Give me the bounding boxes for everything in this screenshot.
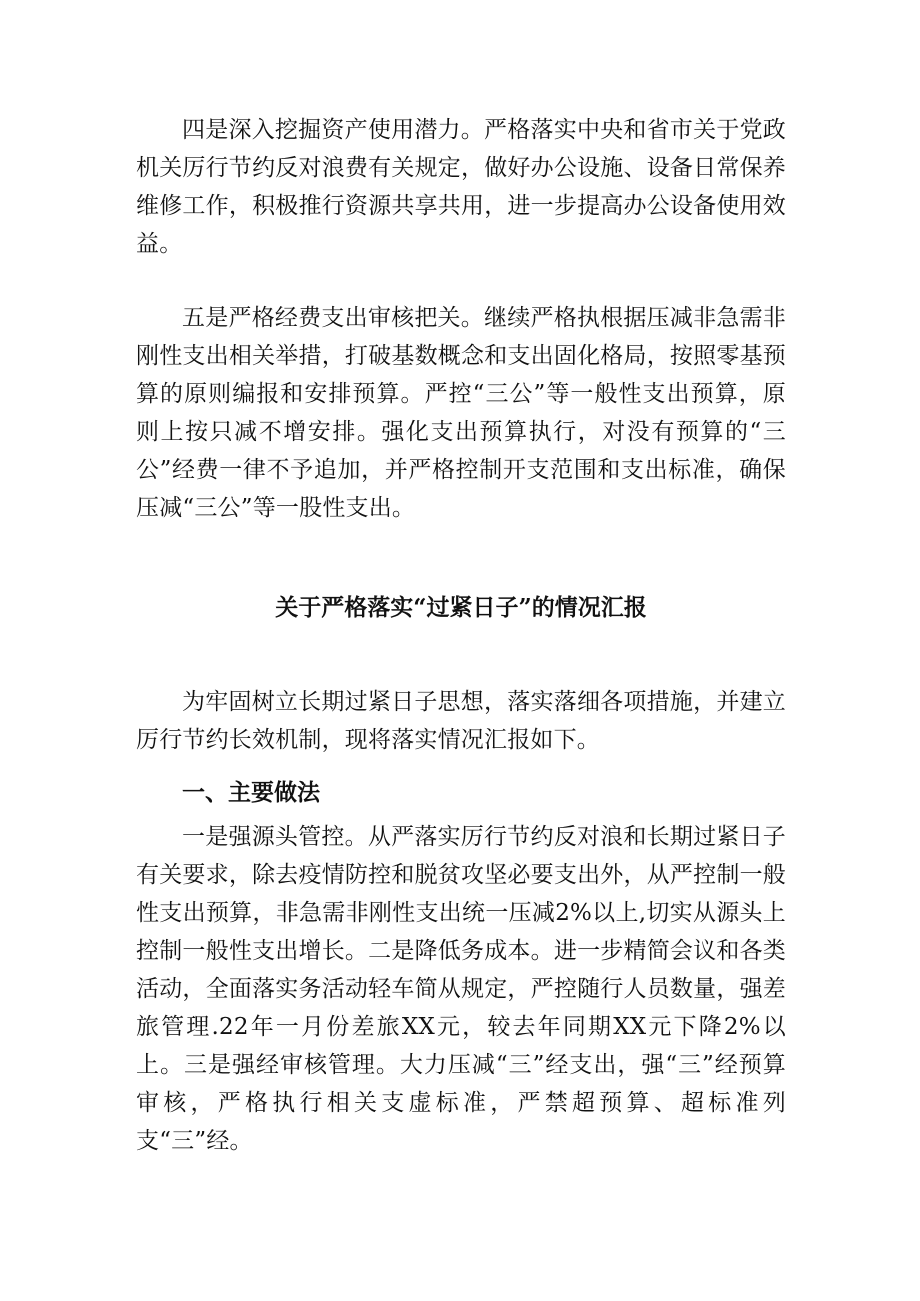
- paragraph-main-measures: 一是强源头管控。从严落实厉行节约反对浪和长期过紧日子有关要求，除去疫情防控和脱贫攻坚必要支出外，从严控制一般性支出预算，非急需非刚性支出统一压减2%以上,切实从源头上控制一般性支出增长。二是降低务成本。进一步精简会议和各类活动，全面落实务活动轻车简从规定，严控随行人员数量，强差旅管理.22年一月份差旅XX元，较去年同期XX元下降2%以上。三是强经审核管理。大力压减“三”经支出，强“三”经预算审核，严格执行相关支虚标准，严禁超预算、超标准列支“三”经。: [136, 824, 786, 1154]
- section-heading: 一、主要做法: [182, 779, 320, 806]
- report-title: 关于严格落实“过紧日子”的情况汇报: [275, 594, 647, 621]
- paragraph-expense-review: 五是严格经费支出审核把关。继续严格执根据压减非急需非刚性支出相关举措，打破基数概念和支出固化格局，按照零基预算的原则编报和安排预算。严控“三公”等一般性支出预算，原则上按只减不增安排。强化支出预算执行，对没有预算的“三公”经费一律不予追加，并严格控制开支范围和支出标准，确保压减“三公”等一股性支出。: [136, 305, 786, 521]
- paragraph-intro: 为牢固树立长期过紧日子思想，落实落细各项措施，并建立厉行节约长效机制，现将落实情况汇报如下。: [136, 689, 786, 753]
- paragraph-asset-use: 四是深入挖掘资产使用潜力。严格落实中央和省市关于党政机关厉行节约反对浪费有关规定，做好办公设施、设备日常保养维修工作，积极推行资源共享共用，进一步提高办公设备使用效益。: [136, 117, 786, 257]
